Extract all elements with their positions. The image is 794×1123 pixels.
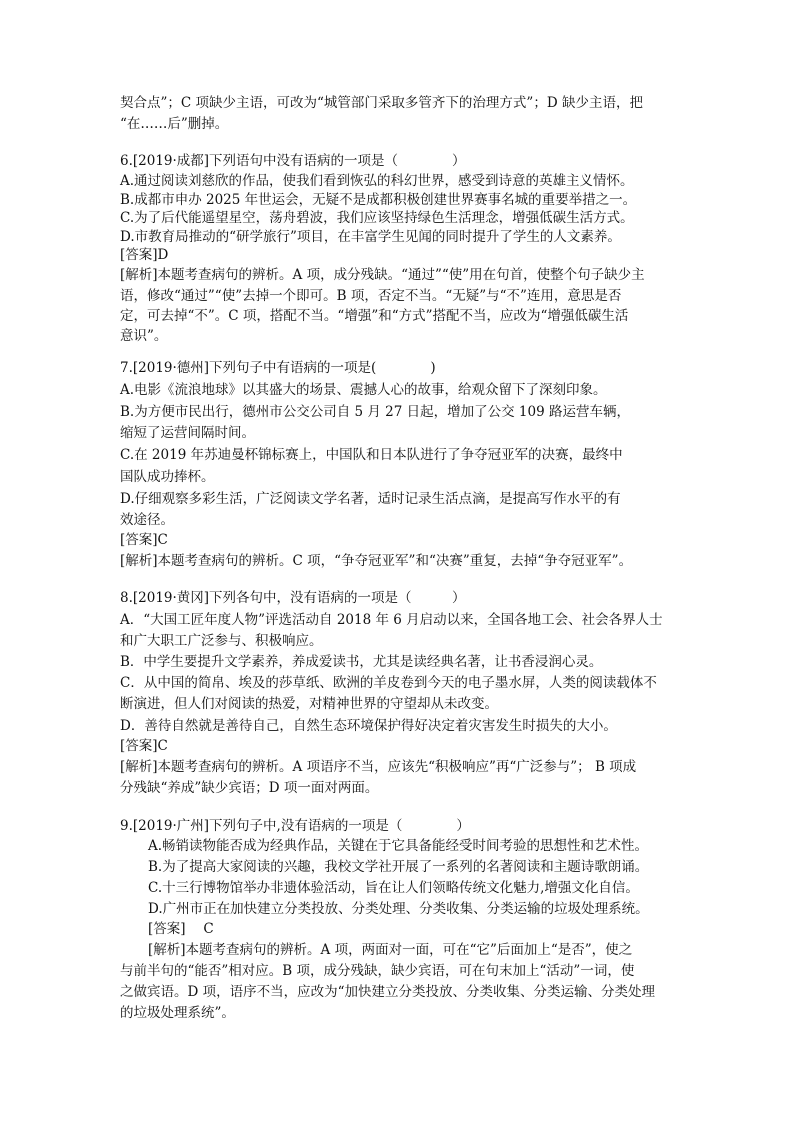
question-9-option-c: C.十三行博物馆举办非遗体验活动，旨在让人们领略传统文化魅力,增强文化自信。	[148, 880, 639, 896]
question-9-analysis: 的垃圾处理系统”。	[120, 1005, 235, 1021]
question-9-analysis: [解析]本题考查病句的辨析。A 项，两面对一面，可在“它”后面加上“是否”，使之	[148, 942, 633, 958]
text-line: 契合点”；C 项缺少主语，可改为“城管部门采取多管齐下的治理方式”；D 缺少主语，把	[120, 95, 643, 111]
question-8-option-c: C．从中国的简帛、埃及的莎草纸、欧洲的羊皮卷到今天的电子墨水屏，人类的阅读载体不	[120, 675, 657, 691]
question-8-analysis: [解析]本题考查病句的辨析。A 项语序不当，应该先“积极响应”再“广泛参与”； B 项成	[120, 759, 637, 775]
question-9-option-a: A.畅销读物能否成为经典作品，关键在于它具备能经受时间考验的思想性和艺术性。	[148, 838, 649, 854]
question-7-option-c: C.在 2019 年苏迪曼杯锦标赛上，中国队和日本队进行了争夺冠亚军的决赛，最终中	[120, 447, 623, 463]
question-6-analysis: 意识”。	[120, 328, 168, 344]
question-7-option-b-cont: 缩短了运营间隔时间。	[120, 425, 255, 441]
question-7-title: 7.[2019·德州]下列句子中有语病的一项是( )	[120, 360, 436, 376]
question-9-option-d: D.广州市正在加快建立分类投放、分类处理、分类收集、分类运输的垃圾处理系统。	[148, 901, 649, 917]
question-8-answer: [答案]C	[120, 738, 168, 754]
question-7-option-d-cont: 效途径。	[120, 512, 174, 528]
question-8-option-d: D．善待自然就是善待自己，自然生态环境保护得好决定着灾害发生时损失的大小。	[120, 718, 617, 734]
question-7-option-c-cont: 国队成功捧杯。	[120, 469, 215, 485]
question-8-title: 8.[2019·黄冈]下列各句中，没有语病的一项是（ ）	[120, 590, 466, 606]
question-9-analysis: 与前半句的“能否”相对应。B 项，成分残缺，缺少宾语，可在句末加上“活动”一词，使	[120, 963, 635, 979]
question-8-option-a: A．“大国工匠年度人物”评选活动自 2018 年 6 月启动以来，全国各地工会、社会各界人士	[120, 612, 663, 628]
question-6-title: 6.[2019·成都]下列语句中没有语病的一项是（ ）	[120, 153, 466, 169]
question-8-option-c-cont: 断演进，但人们对阅读的热爱，对精神世界的守望却从未改变。	[120, 696, 498, 712]
question-8-option-a-cont: 和广大职工广泛参与、积极响应。	[120, 633, 323, 649]
question-6-analysis: 定，可去掉“不”。C 项，搭配不当。“增强”和“方式”搭配不当，应改为“增强低碳生活	[120, 308, 629, 324]
question-6-analysis: [解析]本题考查病句的辨析。A 项，成分残缺。“通过”“使”用在句首，使整个句子缺少主	[120, 267, 645, 283]
question-6-option-d: D.市教育局推动的“研学旅行”项目，在丰富学生见闻的同时提升了学生的人文素养。	[120, 229, 621, 245]
question-7-answer: [答案]C	[120, 532, 168, 548]
question-6-option-b: B.成都市申办 2025 年世运会，无疑不是成都积极创建世界赛事名城的重要举措之一。	[120, 192, 637, 208]
question-8-analysis: 分残缺“养成”缺少宾语；D 项一面对两面。	[120, 780, 379, 796]
question-9-option-b: B.为了提高大家阅读的兴趣，我校文学社开展了一系列的名著阅读和主题诗歌朗诵。	[148, 859, 649, 875]
question-7-option-b: B.为方便市民出行，德州市公交公司自 5 月 27 日起，增加了公交 109 路运营车辆，	[120, 404, 630, 420]
question-7-option-a: A.电影《流浪地球》以其盛大的场景、震撼人心的故事，给观众留下了深刻印象。	[120, 382, 607, 398]
question-6-option-a: A.通过阅读刘慈欣的作品，使我们看到恢弘的科幻世界，感受到诗意的英雄主义情怀。	[120, 173, 634, 189]
question-7-option-d: D.仔细观察多彩生活，广泛阅读文学名著，适时记录生活点滴，是提高写作水平的有	[120, 491, 621, 507]
question-6-option-c: C.为了后代能遥望星空，荡舟碧波，我们应该坚持绿色生活理念，增强低碳生活方式。	[120, 210, 634, 226]
question-6-analysis: 语，修改“通过”“使”去掉一个即可。B 项，否定不当。“无疑”与“不”连用，意思是否	[120, 288, 622, 304]
question-7-analysis: [解析]本题考查病句的辨析。C 项，“争夺冠亚军”和“决赛”重复，去掉“争夺冠亚军”。	[120, 553, 633, 569]
question-6-answer: [答案]D	[120, 247, 169, 263]
question-9-title: 9.[2019·广州]下列句子中,没有语病的一项是（ ）	[120, 818, 470, 834]
text-line: “在……后”删掉。	[120, 116, 229, 132]
question-9-answer: [答案] C	[148, 921, 214, 937]
question-9-analysis: 之做宾语。D 项，语序不当，应改为“加快建立分类投放、分类收集、分类运输、分类处理	[120, 984, 656, 1000]
question-8-option-b: B．中学生要提升文学素养，养成爱读书，尤其是读经典名著，让书香浸润心灵。	[120, 654, 603, 670]
